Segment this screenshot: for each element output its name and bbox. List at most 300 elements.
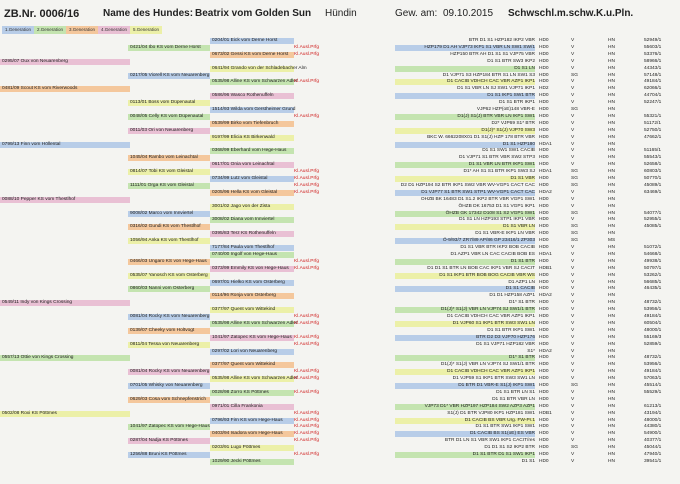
ancestor-gen3: 9197/99 Elicia KS Birkenwald	[210, 135, 294, 141]
ancestor-gen2: 0811/04 Tessa von Neuarenberg	[128, 342, 210, 348]
form-grade: V	[571, 251, 575, 257]
coat: HN	[608, 458, 615, 464]
table-row	[0, 266, 680, 272]
registry-number: 50797/1	[644, 265, 662, 271]
coat: HN	[608, 148, 615, 154]
titles: D1 S1 HZP180	[395, 142, 535, 148]
hd-result: HD0	[539, 320, 549, 326]
ancestor-gen3	[210, 300, 294, 306]
table-row	[0, 342, 680, 348]
registry-number: 53956/1	[644, 307, 662, 313]
coat: HN	[608, 182, 615, 188]
form-grade: V	[571, 79, 575, 85]
coat: HN	[608, 452, 615, 457]
ancestor-gen2: 1041/97 Zatopec KS vom Hege-Haus	[130, 424, 210, 430]
titles: D1 D1 S1 BTR LN BOB CAC IKP1 VBR SJ CACIT	[427, 265, 535, 271]
table-row	[0, 142, 680, 148]
registry-number: 45044/1	[644, 445, 662, 451]
form-grade: V	[571, 203, 575, 209]
form-grade: V	[571, 452, 575, 457]
coat: HN	[608, 176, 615, 181]
form-grade: V	[571, 293, 575, 299]
form-grade: V	[571, 189, 575, 195]
ancestor-gen2	[128, 148, 210, 154]
exam-flag: Kl.Ausl.Prfg	[294, 376, 320, 382]
table-row	[0, 79, 680, 85]
form-grade: SG	[571, 182, 578, 188]
ancestor-gen2: 0535/07 Yanosch KS vom Osterberg	[128, 273, 210, 279]
ancestor-gen3	[210, 73, 294, 79]
ancestor-gen3	[210, 197, 294, 203]
ancestor-gen3: 7177/84 Paula vom Thestlhof	[210, 245, 294, 251]
ancestor-gen3	[210, 142, 294, 148]
hd-result: HD0	[539, 196, 549, 202]
table-row	[0, 459, 680, 465]
table-row	[0, 438, 680, 444]
form-grade: SG	[571, 169, 578, 175]
coat: HN	[608, 327, 615, 333]
ancestor-gen1: 0502/08 Roxi KS Pöttmes	[0, 411, 130, 417]
titles: D1(J)* S1(J) VBR LN VJP74 SJ SW1/1 BTR	[395, 307, 535, 313]
ancestor-gen2	[128, 376, 210, 382]
ancestor-gen2	[128, 445, 210, 451]
ancestor-gen1	[0, 314, 130, 320]
coat: HN	[608, 314, 615, 319]
ancestor-gen2	[128, 431, 210, 437]
form-grade: V	[571, 417, 575, 423]
dog-name: Beatrix vom Golden Sun	[195, 8, 312, 19]
hd-result: HD2	[539, 86, 549, 92]
hd-result: HD0	[539, 155, 549, 161]
ancestor-gen2	[128, 121, 210, 127]
form-grade: V	[571, 141, 575, 147]
ancestor-gen1: 0549/11 Indy von Kings Crossing	[0, 300, 130, 306]
registry-number: 44704/1	[644, 93, 662, 99]
coat: HN	[608, 293, 615, 299]
hd-result: HD0	[539, 148, 549, 154]
titles: D1* S1 BTR	[508, 300, 535, 306]
table-row	[0, 418, 680, 424]
hd-result: HD0	[539, 314, 549, 319]
titles: HZP179 D1 AH VJP73 IKP1 S1 VBR LN SW1 SW/1	[395, 45, 535, 51]
table-row	[0, 176, 680, 182]
registry-number: 52750/1	[644, 127, 662, 133]
coat: HN	[608, 355, 615, 361]
ancestor-gen2	[128, 335, 210, 341]
titles: D1 S1 VBR	[395, 176, 535, 182]
coat: HN	[608, 403, 615, 409]
titles: D1 D1 HZP158 AZP1	[489, 293, 535, 299]
ancestor-gen1: 0799/13 Finn vom Höllental	[0, 142, 130, 148]
hd-result: HD0	[539, 327, 549, 333]
form-grade: SG	[571, 72, 578, 78]
hd-result: HD0	[539, 113, 549, 119]
ancestor-gen3: 0734/99 Lutz vom Gleistal	[210, 176, 294, 182]
registry-number: 54668/1	[644, 251, 662, 257]
ancestor-gen3	[210, 438, 294, 444]
ancestor-gen3: 1041/97 Zatopec KS vom Hege-Haus	[210, 335, 294, 341]
table-row	[0, 59, 680, 65]
table-row	[0, 328, 680, 334]
form-grade: V	[571, 327, 575, 333]
registry-number: 55529/1	[644, 389, 662, 395]
registry-number: 52247/1	[644, 100, 662, 106]
coat: HN	[608, 58, 615, 64]
ancestor-gen1	[0, 245, 130, 251]
exam-flag: Kl.Ausl.Prfg	[294, 314, 320, 319]
coat: HN	[608, 203, 615, 209]
registry-number: 45514/1	[644, 383, 662, 388]
dog-name-label: Name des Hundes:	[103, 8, 194, 19]
ancestor-gen1	[0, 238, 130, 244]
table-row	[0, 300, 680, 306]
hd-result: HD0	[539, 44, 549, 50]
table-row	[0, 155, 680, 161]
table-row	[0, 293, 680, 299]
hd-result: HDA1	[539, 169, 552, 175]
hd-result: HD0	[539, 176, 549, 181]
form-grade: V	[571, 155, 575, 161]
titles: D1 S1 VBR LN SJ SW1 VJP71 IKP1	[457, 86, 535, 92]
ancestor-gen1	[0, 321, 130, 327]
ancestor-gen3: 0539/99 Birko vom Tiefenbruch	[210, 121, 294, 127]
ancestor-gen1	[0, 445, 130, 451]
coat: HN	[608, 438, 615, 444]
coat: HN	[608, 320, 615, 326]
table-row	[0, 369, 680, 375]
hd-result: HD0	[539, 127, 549, 133]
registry-number: 53376/1	[644, 51, 662, 57]
ancestor-gen2	[128, 411, 210, 417]
ancestor-gen2: 0316/02 Gundi KS vom Thestlhof	[128, 224, 210, 230]
registry-number: 44343/1	[644, 65, 662, 71]
hd-result: HD0	[539, 376, 549, 382]
registry-number: 40377/1	[644, 438, 662, 444]
ancestor-gen2: 0287/04 Nadja KS Pöttmes	[128, 438, 210, 444]
form-grade: SG	[571, 224, 578, 230]
table-row	[0, 38, 680, 44]
coat: HN	[608, 251, 615, 257]
ancestor-gen2: 0466/03 Ungaro KS von Hege-Haus	[128, 259, 210, 265]
hd-result: HD0	[539, 355, 549, 361]
ancestor-gen2	[128, 300, 210, 306]
form-grade: V	[571, 424, 575, 430]
registry-number: 52955/1	[644, 217, 662, 223]
table-row	[0, 121, 680, 127]
ancestor-gen1	[0, 231, 130, 237]
registry-number: 49184/1	[644, 314, 662, 319]
ancestor-gen3	[210, 211, 294, 217]
hd-result: HD0	[539, 38, 549, 43]
table-row	[0, 100, 680, 106]
ancestor-gen2: 0701/05 Whisky von Neuarenberg	[128, 383, 210, 389]
table-row	[0, 238, 680, 244]
registry-number: 55169/3	[644, 334, 662, 340]
ancestor-gen3	[210, 169, 294, 175]
hd-result: HD0	[539, 51, 549, 57]
ancestor-gen3	[210, 259, 294, 265]
hd-result: HD0	[539, 100, 549, 106]
hd-result: HD0	[539, 107, 549, 112]
hd-result: HD0	[539, 210, 549, 216]
ancestor-gen3: 0535/98 Alline KS vom Schwarzen Adler	[212, 320, 298, 326]
form-grade: V	[571, 65, 575, 71]
ancestor-gen1	[0, 431, 130, 437]
coat: HN	[608, 245, 615, 250]
registry-number: 48000/1	[644, 327, 662, 333]
titles: HZP150 BTR AH D1 S1 S1 VJP75 VBR	[450, 51, 535, 57]
ancestor-gen1	[0, 204, 130, 210]
ancestor-gen1	[0, 100, 130, 106]
ancestor-gen2	[128, 349, 210, 355]
form-grade: V	[571, 258, 575, 264]
exam-flag: Kl.Ausl.Prfg	[294, 431, 320, 437]
table-row	[0, 252, 680, 258]
form-grade: V	[571, 341, 575, 347]
ancestor-gen1: 0557/13 Ottie von Kings Crossing	[0, 355, 130, 361]
form-grade: V	[571, 86, 575, 92]
coat: HN	[608, 279, 615, 285]
registry-number: 50770/1	[644, 176, 662, 181]
ancestor-gen3: 0114/96 Ronja vom Osterberg	[210, 293, 294, 299]
hd-result: HD0	[539, 334, 549, 340]
form-grade: V	[571, 120, 575, 126]
form-grade: V	[571, 58, 575, 64]
coat: HN	[608, 410, 615, 416]
titles: D1 S1 VBR LN	[395, 224, 535, 230]
titles: D2 D1 HZP194 S2 BTR IKP1 SW2 VBR WV-VGP1 CACT CAC	[400, 182, 535, 188]
registry-number: 52949/1	[644, 38, 662, 43]
table-row	[0, 107, 680, 113]
titles: BTR D1 S1 HZP182 IKP2 VBR	[468, 38, 535, 43]
titles: D1 S1 VBR BTR IKP2 BOB CACIB	[460, 245, 535, 250]
form-grade: V	[571, 245, 575, 250]
hd-result: HD0	[539, 307, 549, 313]
hd-result: HD0	[539, 300, 549, 306]
ancestor-gen3: 0586/96 Wasco Rothenuffeln	[210, 93, 294, 99]
hd-result: HDA2	[539, 293, 552, 299]
form-grade: V	[571, 286, 575, 292]
coat: MS	[608, 238, 616, 244]
hd-result: HD0	[539, 341, 549, 347]
titles: OHZB BK 16483 D1 S1.2 IKP2 BTR VBR VGP1 SW1	[420, 196, 535, 202]
registry-number: 54077/1	[644, 210, 662, 216]
ancestor-gen3	[210, 383, 294, 389]
coat: HN	[608, 300, 615, 306]
registry-number: 48000/1	[644, 417, 662, 423]
hd-result: HD0	[539, 286, 549, 292]
registry-number: 53956/1	[644, 362, 662, 368]
titles: D1(J) S1(J) BTR VBR LN IKP1 SW1	[395, 114, 535, 120]
registry-number: 49184/1	[644, 369, 662, 375]
ancestor-gen1	[0, 404, 130, 410]
ancestor-gen1	[0, 424, 130, 430]
titles: Ö-9/93/7 ZR7/89 AP/86 GP 23416/1 ZP303	[395, 238, 535, 244]
ancestor-gen3	[210, 86, 294, 92]
form-grade: V	[571, 320, 575, 326]
table-row	[0, 452, 680, 458]
coat: HN	[608, 127, 615, 133]
titles: D1 S1 VJP71 HZP182 VBR	[476, 341, 535, 347]
exam-flag: Kl.Ausl.Prfg	[294, 79, 320, 85]
ancestor-gen3	[210, 114, 294, 120]
titles: D1 S1 IKP1 BTR BOB BOG CACIB VBR WS	[395, 273, 535, 279]
titles: D1 CACIB BS S1(oE) ES VBR	[395, 431, 535, 437]
generation-5: 5.Generation	[130, 26, 162, 34]
table-row	[0, 197, 680, 203]
registry-number: 61213/1	[644, 403, 662, 409]
ancestor-gen3	[210, 155, 294, 161]
table-row	[0, 273, 680, 279]
ancestor-gen2	[128, 418, 210, 424]
coat: HN	[608, 431, 615, 437]
hd-result: HD0	[539, 417, 549, 423]
ancestor-gen2	[128, 79, 210, 85]
registry-number: 48732/1	[644, 300, 662, 306]
form-grade: V	[571, 389, 575, 395]
coat: HN	[608, 44, 615, 50]
coat: HN	[608, 134, 615, 140]
registry-number: 51072/1	[644, 245, 662, 250]
table-row	[0, 397, 680, 403]
hd-result: HD0	[539, 65, 549, 71]
table-row	[0, 148, 680, 154]
ancestor-gen2	[128, 52, 210, 58]
titles: BTR D1 LN S1 VBR SW1 IKP1 CACIT/res	[444, 438, 535, 444]
table-row	[0, 349, 680, 355]
exam-flag: Kl.Ausl.Prfg	[294, 410, 320, 416]
ancestor-gen3	[210, 314, 294, 320]
ancestor-gen2: 0113/01 Boss vom Düpenautal	[128, 100, 210, 106]
titles: D1 S1 LN HZP193 STP1 IKP1 VBR	[459, 217, 535, 223]
ancestor-gen2	[128, 280, 210, 286]
table-row	[0, 286, 680, 292]
exam-flag: Kl.Ausl.Prfg	[294, 369, 320, 375]
titles: S1(J) D1 BTR VJP80 IKP1 HZP181 SW1	[447, 410, 535, 416]
hd-result: HD0	[539, 120, 549, 126]
registry-number: 51172/1	[644, 120, 661, 126]
registry-number: 52658/1	[644, 162, 662, 168]
born-label: Gew. am:	[395, 8, 438, 19]
coat: HN	[608, 396, 615, 402]
coat: HN	[608, 334, 615, 340]
form-grade: V	[571, 376, 575, 382]
form-grade: V	[571, 38, 575, 43]
ancestor-gen2	[128, 86, 210, 92]
table-row	[0, 321, 680, 327]
ancestor-gen3: 0697/01 Hielko KS vom Osterberg	[210, 280, 294, 286]
ancestor-gen1	[0, 107, 130, 113]
coat: HN	[608, 369, 615, 375]
hd-result: HD0	[539, 424, 549, 430]
coat: HN	[608, 445, 615, 451]
ancestor-gen1: 0295/07 Oux von Neuarenberg	[0, 59, 130, 65]
hd-result: HD0	[539, 182, 549, 188]
hd-result: HD0	[539, 396, 549, 402]
ancestor-gen1	[0, 362, 130, 368]
titles: D1 S1 CACIB	[395, 286, 535, 292]
titles: D1 S1 BTR D1 S1 SW1 IKP1	[395, 452, 535, 458]
ancestor-gen2	[128, 293, 210, 299]
ancestor-gen1	[0, 79, 130, 85]
ancestor-gen3: 0368/99 Eberhard vom Hege-Haus	[210, 148, 294, 154]
ancestor-gen3: 0740/00 Ingolf von Hege-Haus	[210, 252, 294, 258]
ancestor-gen3	[210, 355, 294, 361]
hd-result: HD0	[539, 217, 549, 223]
ancestor-gen2: 0217/05 Viorell KS vom Neuarenberg	[130, 72, 210, 78]
registry-number: 57148/1	[644, 72, 662, 78]
coat: HN	[608, 113, 615, 119]
hd-result: HD0	[539, 383, 549, 388]
form-grade: V	[571, 279, 575, 285]
hd-result: HDB1	[539, 410, 552, 416]
ancestor-gen3	[210, 100, 294, 106]
hd-result: HD0	[539, 458, 549, 464]
coat: HN	[608, 93, 615, 99]
ancestor-gen2	[128, 135, 210, 141]
table-row	[0, 52, 680, 58]
exam-flag: Kl.Ausl.Prfg	[294, 452, 320, 457]
registry-number: 47940/1	[644, 452, 662, 457]
form-grade: SG	[571, 445, 578, 451]
titles: D1 S1 IKP1 SW1 BTR	[395, 93, 535, 99]
form-grade: V	[571, 314, 575, 319]
ancestor-gen1	[0, 217, 130, 223]
registry-number: 49184/1	[644, 79, 662, 85]
titles: D1* AH S1 S1 BTR IKP1 SW3 SJ	[463, 169, 535, 175]
ancestor-gen3	[210, 45, 294, 51]
ancestor-gen3: 0377/97 Quent vom Wittekind	[210, 307, 294, 313]
coat: HN	[608, 307, 615, 313]
ancestor-gen1	[0, 73, 130, 79]
ancestor-gen3: 0617/01 Onia vom Leinachtal	[210, 162, 294, 168]
titles: BTR D2 D3 VJP70 HZP176	[395, 335, 535, 341]
hd-result: HD0	[539, 224, 549, 230]
ancestor-gen1	[0, 135, 130, 141]
hd-result: HD0	[539, 369, 549, 375]
exam-flag: Kl.Ausl.Prfg	[294, 258, 320, 264]
table-row	[0, 314, 680, 320]
ancestor-gen1: 0481/09 Scout KS vom Riverwoods	[0, 86, 130, 92]
titles: D1 S1	[521, 458, 535, 464]
table-row	[0, 259, 680, 265]
hd-result: HD0	[539, 272, 549, 278]
titles: D1 VJP71 S3 HZP184 BTR S1 LN SW1 S3	[442, 72, 535, 78]
ancestor-gen3	[210, 183, 294, 189]
generation-legend	[0, 26, 680, 35]
titles: D1 S1 BTR IKP1	[499, 100, 535, 106]
ancestor-gen1	[0, 38, 130, 44]
form-grade: V	[571, 134, 575, 140]
hd-result: HD0	[539, 389, 549, 395]
form-grade: V	[571, 410, 575, 416]
hd-result: HD0	[539, 58, 549, 64]
ancestor-gen1	[0, 342, 130, 348]
ancestor-gen1	[0, 259, 130, 265]
ancestor-gen3	[210, 411, 294, 417]
coat: HN	[608, 86, 615, 92]
ancestor-gen1	[0, 349, 130, 355]
coat: HN	[608, 38, 615, 43]
registry-number: 55321/1	[644, 113, 662, 119]
table-row	[0, 376, 680, 382]
hd-result: HD0	[539, 245, 549, 250]
exam-flag: Kl.Ausl.Prfg	[294, 438, 320, 444]
form-grade: V	[571, 217, 575, 223]
ancestor-gen2	[128, 66, 210, 72]
titles: S1*	[527, 348, 535, 354]
coat: HN	[608, 362, 615, 368]
